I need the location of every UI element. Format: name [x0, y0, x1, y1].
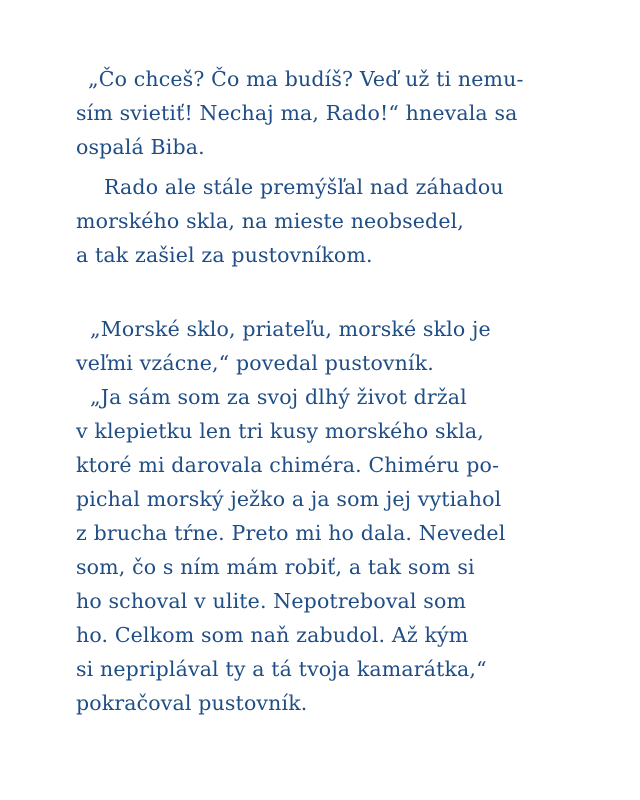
text-line: ospalá Biba.	[76, 135, 205, 159]
text-line: si nepriplával ty a tá tvoja kamarátka,“	[76, 657, 487, 681]
text-line: v klepietku len tri kusy morského skla,	[76, 419, 484, 443]
text-line: morského skla, na mieste neobsedel,	[76, 209, 464, 233]
text-line: sím svietiť! Nechaj ma, Rado!“ hnevala sa	[76, 101, 518, 125]
text-line: veľmi vzácne,“ povedal pustovník.	[76, 351, 434, 375]
text-line: z brucha tŕne. Preto mi ho dala. Nevedel	[76, 521, 506, 545]
text-line: „Čo chceš? Čo ma budíš? Veď už ti nemu-	[88, 67, 524, 91]
text-line: ktoré mi darovala chiméra. Chiméru po-	[76, 453, 500, 477]
text-line: ho. Celkom som naň zabudol. Až kým	[76, 623, 469, 647]
text-line: som, čo s ním mám robiť, a tak som si	[76, 555, 475, 579]
text-line: pokračoval pustovník.	[76, 691, 308, 715]
text-line: a tak zašiel za pustovníkom.	[76, 243, 373, 267]
text-line: ho schoval v ulite. Nepotreboval som	[76, 589, 467, 613]
text-line: „Morské sklo, priateľu, morské sklo je	[90, 317, 491, 341]
text-line: pichal morský ježko a ja som jej vytiahol	[76, 487, 502, 511]
text-line: Rado ale stále premýšľal nad záhadou	[104, 175, 504, 199]
text-line: „Ja sám som za svoj dlhý život držal	[90, 385, 467, 409]
